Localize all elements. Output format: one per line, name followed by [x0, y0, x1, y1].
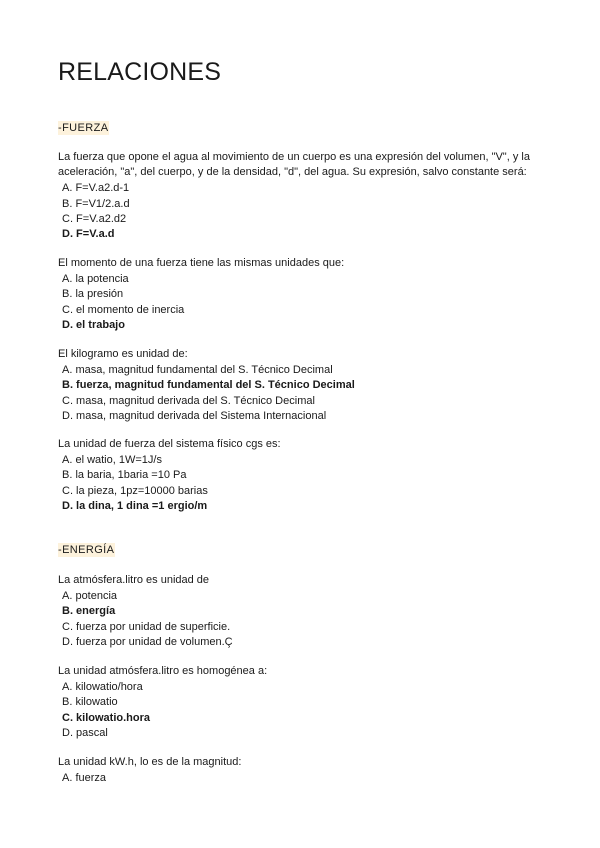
option-b: B. F=V1/2.a.d [62, 197, 130, 210]
question-momento-fuerza [58, 256, 558, 333]
question-text: La atmósfera.litro es unidad de [58, 574, 210, 586]
option-d-correct: D. F=V.a.d [62, 228, 115, 241]
option-a: A. potencia [62, 590, 118, 603]
option-d-correct: D. el trabajo [62, 318, 125, 331]
option-b: B. la baria, 1baria =10 Pa [62, 469, 187, 482]
question-unidad-fuerza-cgs [58, 437, 558, 514]
option-c-correct: C. kilowatio.hora [62, 711, 151, 724]
question-atmosfera-litro [58, 573, 558, 650]
option-b-correct: B. energía [62, 605, 116, 618]
question-text: El momento de una fuerza tiene las mismas unidades que: [58, 257, 345, 269]
question-kwh-magnitud [58, 755, 558, 786]
option-c: C. F=V.a2.d2 [62, 212, 127, 225]
page-title: RELACIONES [58, 58, 222, 86]
options-list [58, 181, 558, 242]
question-text: La fuerza que opone el agua al movimiento de un cuerpo es una expresión del volumen, "V", y la aceleración, "a", del cuerpo, y de la densidad, "d", del agua. Su expresión, salvo constante será: [58, 151, 530, 179]
option-a: A. kilowatio/hora [62, 681, 143, 694]
option-d: D. pascal [62, 726, 108, 739]
options-list [58, 680, 558, 741]
section-heading-energia: -ENERGÍA [58, 544, 115, 556]
option-a: A. F=V.a2.d-1 [62, 182, 130, 195]
options-list [58, 589, 558, 650]
section-heading-fuerza: -FUERZA [58, 122, 109, 134]
option-b: B. kilowatio [62, 696, 118, 709]
question-kilogramo [58, 347, 558, 424]
option-a: A. el watio, 1W=1J/s [62, 454, 162, 467]
question-text: La unidad atmósfera.litro es homogénea a: [58, 665, 268, 677]
option-c: C. la pieza, 1pz=10000 barias [62, 484, 208, 497]
question-text: La unidad de fuerza del sistema físico cgs es: [58, 438, 281, 450]
question-text: El kilogramo es unidad de: [58, 348, 188, 360]
option-b-correct: B. fuerza, magnitud fundamental del S. Técnico Decimal [62, 379, 355, 392]
option-c: C. fuerza por unidad de superficie. [62, 620, 231, 633]
option-a: A. la potencia [62, 273, 129, 286]
options-list [58, 453, 558, 514]
question-fuerza-agua [58, 150, 558, 242]
option-d: D. masa, magnitud derivada del Sistema Internacional [62, 409, 327, 422]
option-b: B. la presión [62, 288, 124, 301]
option-a: A. masa, magnitud fundamental del S. Técnico Decimal [62, 364, 333, 377]
options-list [58, 771, 558, 786]
question-atmosfera-litro-homogenea [58, 664, 558, 741]
option-c: C. masa, magnitud derivada del S. Técnico Decimal [62, 394, 315, 407]
question-text: La unidad kW.h, lo es de la magnitud: [58, 756, 242, 768]
option-d-correct: D. la dina, 1 dina =1 ergio/m [62, 499, 208, 512]
options-list [58, 272, 558, 333]
option-c: C. el momento de inercia [62, 303, 185, 316]
option-a: A. fuerza [62, 772, 107, 785]
options-list [58, 363, 558, 424]
option-d: D. fuerza por unidad de volumen.Ç [62, 635, 233, 648]
